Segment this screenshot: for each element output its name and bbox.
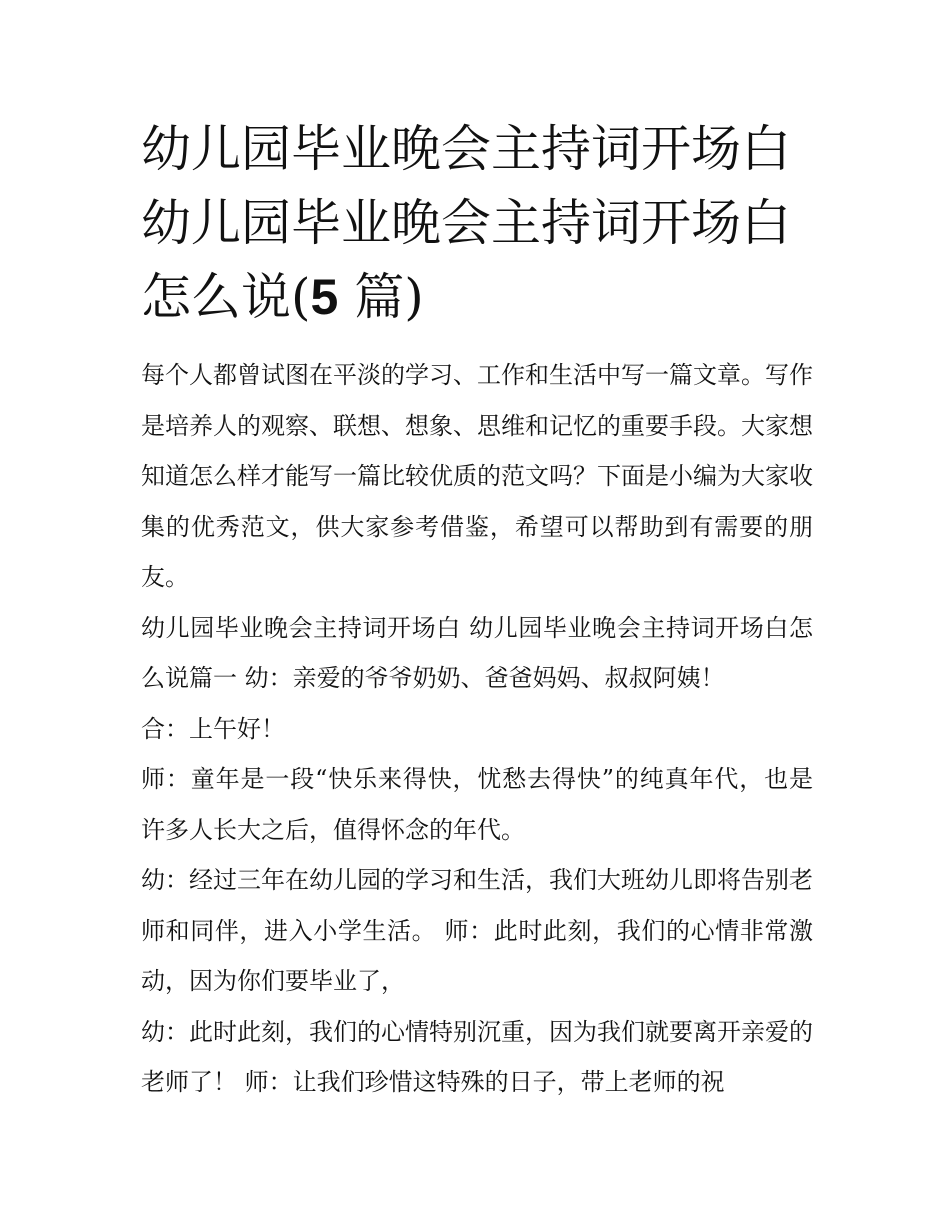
intro-paragraph: 每个人都曾试图在平淡的学习、工作和生活中写一篇文章。写作是培养人的观察、联想、想象、思维和记忆的重要手段。大家想知道怎么样才能写一篇比较优质的范文吗？下面是小编为大家收集的优秀范文，供大家参考借鉴，希望可以帮助到有需要的朋友。 <box>141 361 813 591</box>
script-line: 师：童年是一段“快乐来得快，忧愁去得快”的纯真年代，也是许多人长大之后，值得怀念的年代。 <box>141 765 813 844</box>
document-title <box>141 112 813 334</box>
script-line: 幼：此时此刻，我们的心情特别沉重，因为我们就要离开亲爱的老师了！ 师：让我们珍惜这特殊的日子，带上老师的祝 <box>141 1017 813 1096</box>
document-body <box>141 112 813 1108</box>
script-line: 幼：经过三年在幼儿园的学习和生活，我们大班幼儿即将告别老师和同伴，进入小学生活。 师：此时此刻，我们的心情非常激动，因为你们要毕业了， <box>141 866 813 995</box>
title-text: 幼儿园毕业晚会主持词开场白幼儿园毕业晚会主持词开场白怎么说( <box>141 120 791 326</box>
title-suffix: 篇) <box>338 268 424 326</box>
section-heading-paragraph: 幼儿园毕业晚会主持词开场白 幼儿园毕业晚会主持词开场白怎么说篇一 幼：亲爱的爷爷奶奶、爸爸妈妈、叔叔阿姨！ <box>141 613 813 692</box>
title-count: 5 <box>310 269 339 325</box>
script-line: 合：上午好！ <box>141 714 285 743</box>
